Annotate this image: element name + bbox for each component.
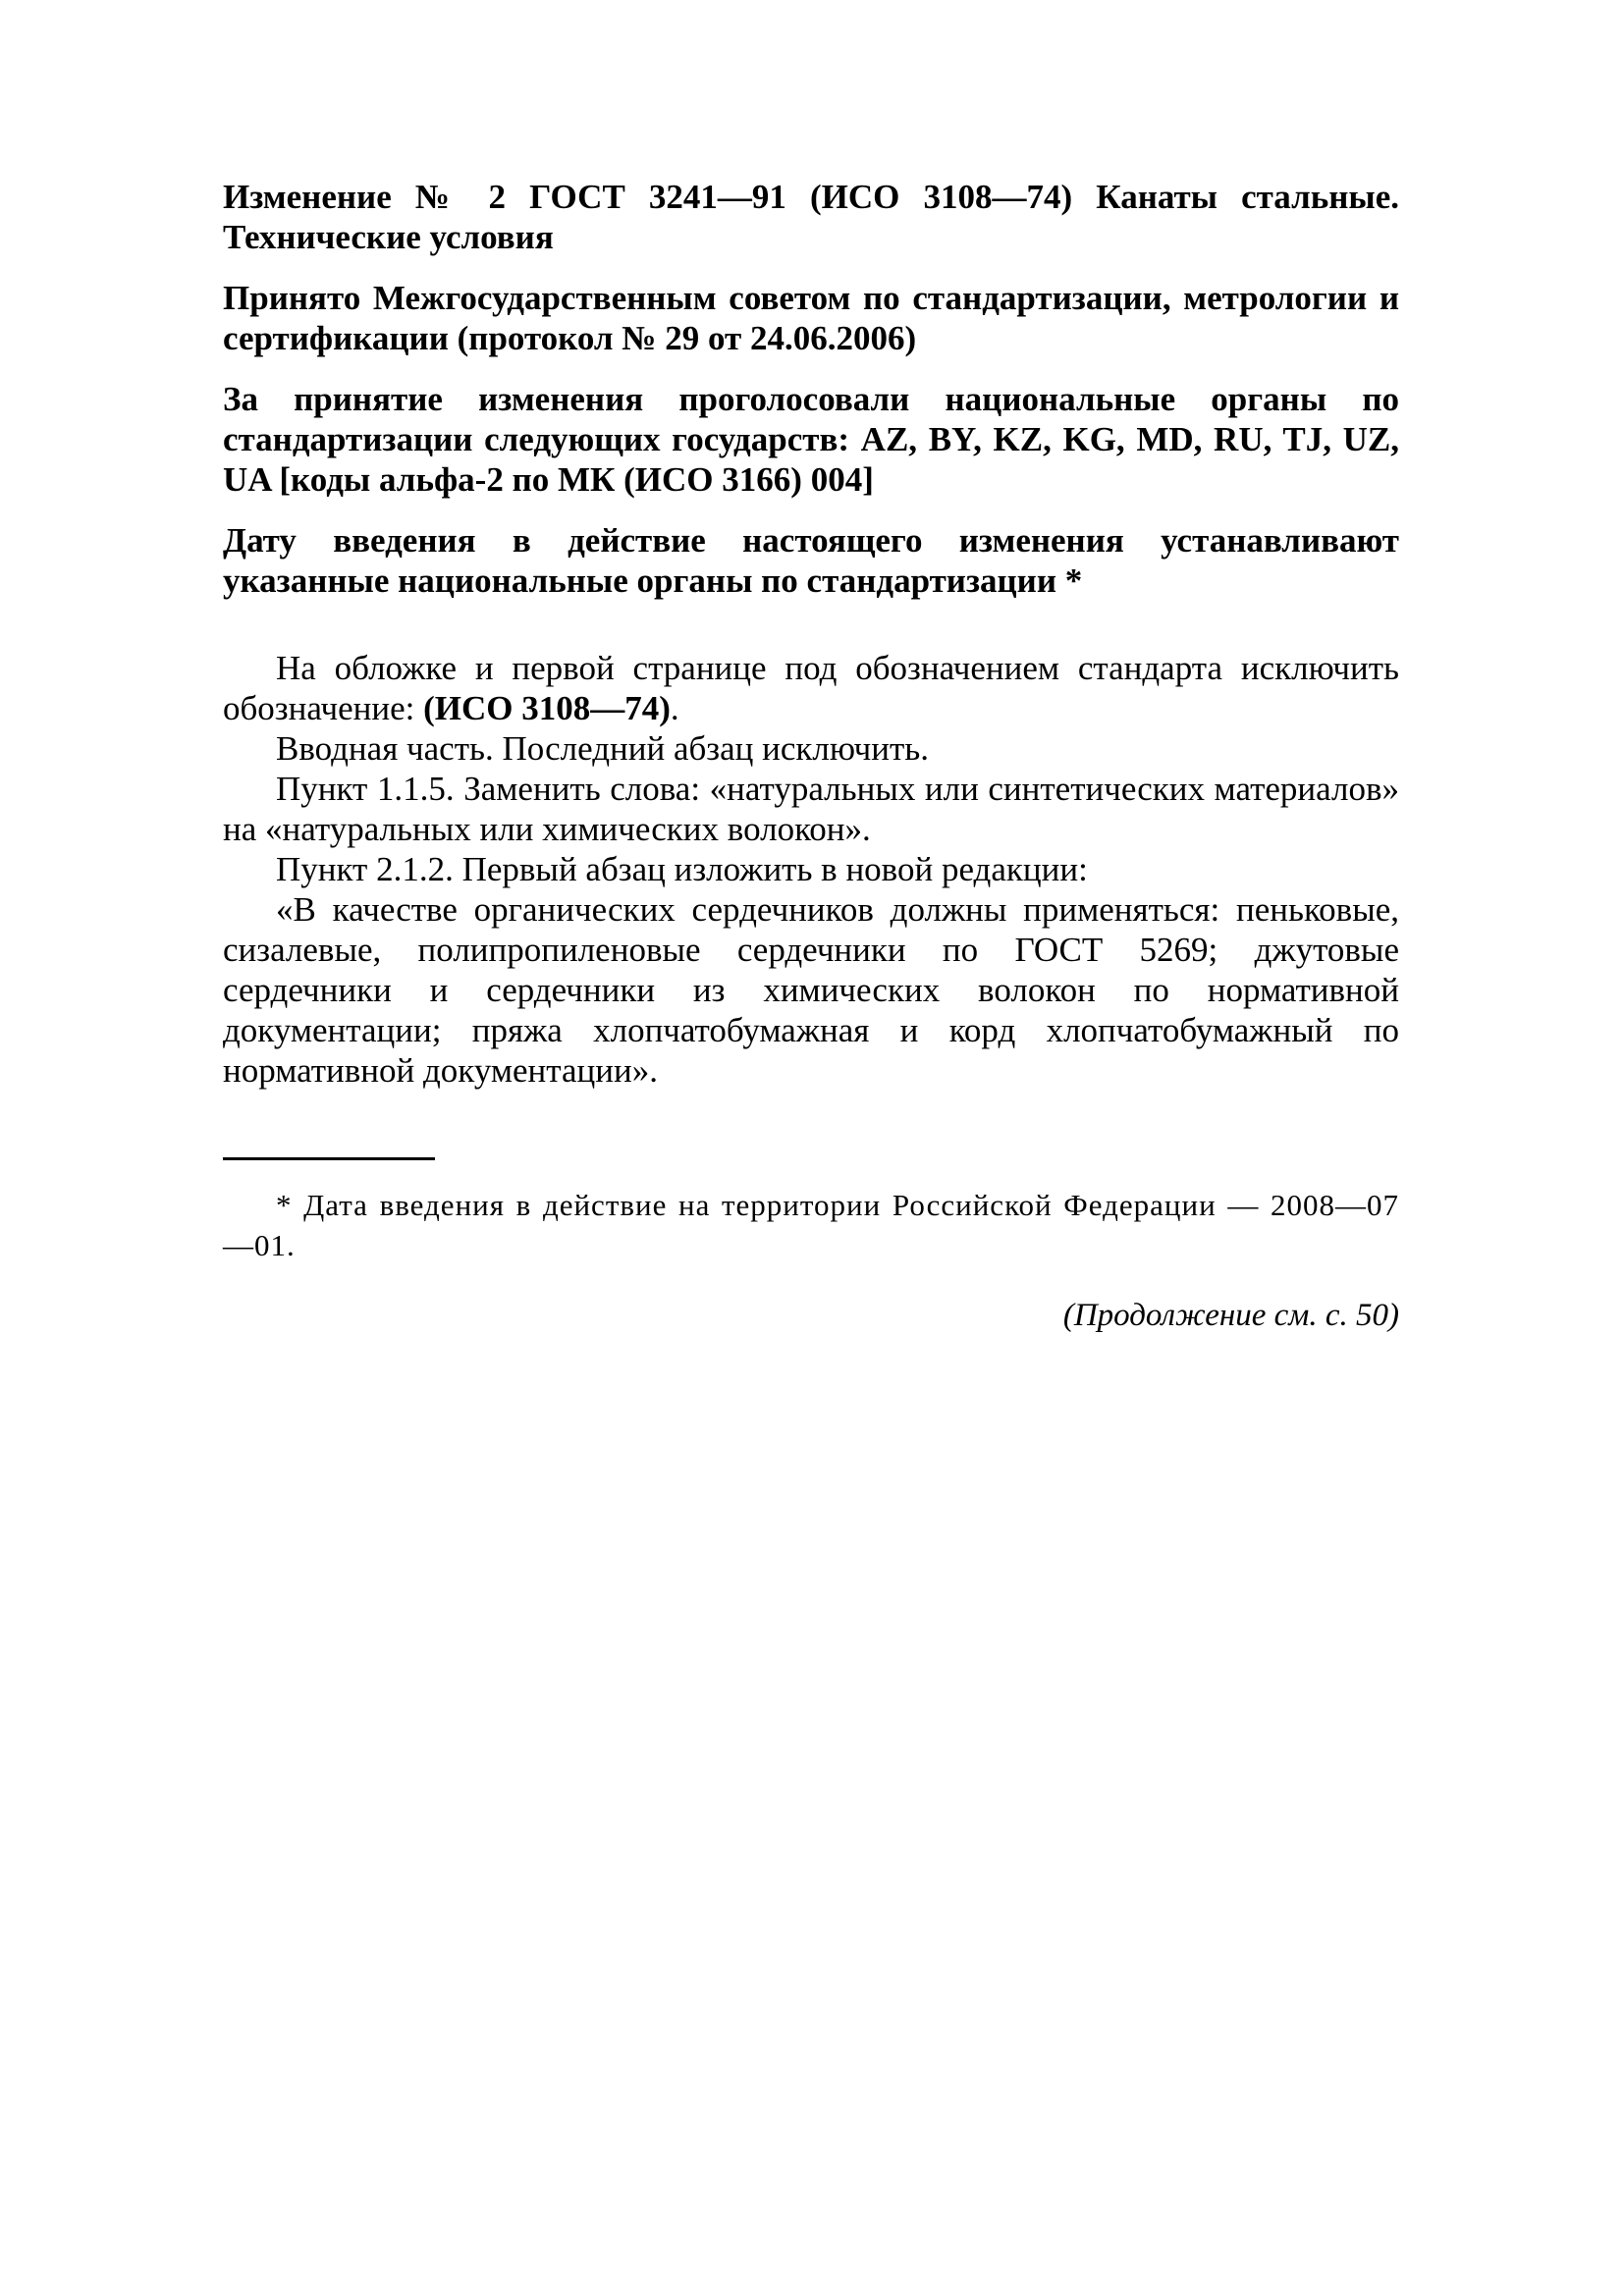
paragraph-new-wording: «В качестве органических сердечников должны применяться: пеньковые, сизалевые, полипропиленовые сердечники по ГОСТ 5269; джутовые сердечники и сердечники из химических волокон по нормативной документации; пряжа хлопчатобумажная и корд хлопчатобумажный по нормативной документации».: [223, 890, 1399, 1090]
amendment-body: [223, 648, 1399, 1091]
document-page: [223, 177, 1399, 1368]
paragraph-clause-2-1-2: Пункт 2.1.2. Первый абзац изложить в новой редакции:: [276, 850, 1088, 888]
footnote-divider: [223, 1157, 435, 1160]
adoption-statement: Принято Межгосударственным советом по стандартизации, метрологии и сертификации (протокол № 29 от 24.06.2006): [223, 279, 1399, 357]
paragraph-intro: Вводная часть. Последний абзац исключить.: [276, 729, 930, 768]
iso-designation: (ИСО 3108—74): [423, 689, 671, 727]
paragraph-cover: [223, 648, 1399, 728]
effective-date-statement: Дату введения в действие настоящего изменения устанавливают указанные национальные органы по стандартизации *: [223, 521, 1399, 600]
paragraph-clause-1-1-5: Пункт 1.1.5. Заменить слова: «натуральных или синтетических материалов» на «натуральных или химических волокон».: [223, 770, 1399, 848]
paragraph-cover-text: На обложке и первой странице под обозначением стандарта исключить обозначение:: [223, 649, 1399, 727]
amendment-title: Изменение № 2 ГОСТ 3241—91 (ИСО 3108—74) Канаты стальные. Технические условия: [223, 178, 1399, 256]
paragraph-cover-end: .: [670, 689, 679, 727]
continuation-note: (Продолжение см. с. 50): [1062, 1298, 1399, 1333]
footnote: * Дата введения в действие на территории Российской Федерации — 2008—07—01.: [223, 1188, 1399, 1262]
voting-statement: За принятие изменения проголосовали национальные органы по стандартизации следующих государств: AZ, BY, KZ, KG, MD, RU, TJ, UZ, UA [коды альфа-2 по МК (ИСО 3166) 004]: [223, 380, 1399, 499]
